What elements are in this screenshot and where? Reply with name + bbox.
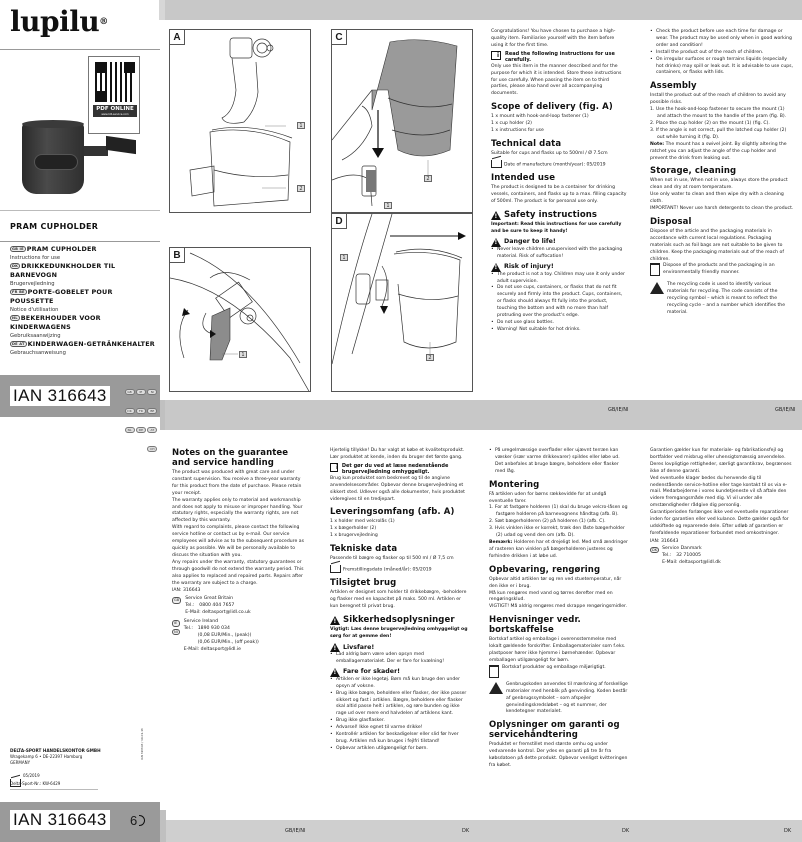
page-gb-1: Congratulations! You have chosen to purchase a high-quality item. Familiarise yourself with the item before using it for the first time. i Read the following instructions for use carefully. Only use this item in the manner described and for the purpose for which it is intended. Store these instructions for use carefully. When passing the item on to third parties, please also hand over all accompanying documents. Scope of delivery (fig. A) 1 x mount with hook-and-loop fastener (1) 1 x cup holder (2) 1 x instructions for use Technical data Suitable for cups and flasks up to 500ml / Ø 7.5cm Date of manufacture (month/year): 05/2019 Intended use The product is designed to be a container for drinking vessels, containers, and flasks up to a max. filling capacity of 500ml. The product is for personal use only. ! Safety instructions Important: Read this instructions for use carefully and be sure to keep it handy! ! Danger to life! • Never leave children unsupervised with the packaging material. Risk of suffocation! ! Risk of injury! • The product is not a toy. Children may use it only under adult supervision. • Do not use cups, containers, or flasks that do not fit securely and firmly into the product. Cups, containers, or flasks should always fit fully into the product, touching the bottom and with no more than half protruding over the product's edge. • Do not use glass bottles. • Warning! Not suitable for hot drinks. [491, 29, 627, 334]
cup-rim [22, 120, 84, 128]
warning-icon [491, 211, 501, 220]
divider [0, 49, 160, 50]
assembly-heading-dk: Montering [489, 479, 540, 490]
flag-ni-icon: NI [174, 629, 178, 634]
brand-logo: lupilu® [10, 5, 108, 38]
guarantee-heading-dk: Oplysninger om garanti og servicehåndtering [489, 720, 620, 741]
bin-disposal-icon [489, 665, 499, 678]
safety-heading: ! Safety instructions [491, 210, 627, 220]
warning-icon [491, 263, 501, 272]
page-footer-gb-3: GB/IE/NI [285, 828, 306, 834]
language-item-nl: NL BEKERHOUDER VOOR KINDERWAGENS Gebruiksaanwijzing [10, 314, 101, 339]
service-ireland: IE NI Service Ireland Tel.: 1890 930 034 (0,08 EUR/Min., (peak)) (0,06 EUR/Min., (off peak)) E-Mail: deltasport@lidl.ie [174, 619, 259, 652]
figure-d [331, 213, 473, 392]
factory-icon [491, 160, 502, 168]
danger-heading: ! Danger to life! [491, 238, 627, 247]
page-gb-3: Notes on the guarantee and service handling The product was produced with great care and under constant supervision. You receive a three-year warranty for this product from the date of purchase. Please retain your receipt. The warranty applies only to material and workmanship and does not apply to misuse or improper handling. Your statutory rights, especially the warranty rights, are not affected by this warranty. With regard to complaints, please contact the following service hotline or contact us by e-mail. Our service employees will advise as to the subsequent procedure as quickly as possible. We will be personally available to discuss the situation with you. Any repairs under the warranty, statutory guarantees or through goodwill do not extend the warranty period. This also applies to replaced and repaired parts. Repairs after the warranty are subject to a charge. IAN: 316643 GB Service Great Britain Tel.: 0800 404 7657 E-Mail: deltasport@lidl.co.uk IE NI Service Ireland Tel.: 1890 930 034 (0,08 EUR/Min., (peak)) (0,06 EUR/Min., (off peak)) E-Mail: deltasport@lidl.ie [172, 448, 308, 654]
language-item-dk: DK DRIKKEDUNKHOLDER TIL BARNEVOGN Brugervejledning [10, 262, 116, 287]
top-band [165, 0, 802, 20]
recycling-icon [489, 682, 503, 694]
page-footer-dk-3: DK [784, 828, 792, 834]
figure-b-label: B [170, 248, 185, 263]
figure-c [331, 29, 473, 213]
divider [0, 210, 160, 211]
storage-heading: Storage, cleaning [650, 166, 737, 177]
language-item-de: DE AT KINDERWAGEN-GETRÄNKEHALTER Gebrauchsanweisung [10, 340, 155, 356]
callout-2: 2 [297, 185, 305, 192]
company-name: DELTA-SPORT HANDELSKONTOR GMBH [10, 748, 101, 753]
ian-number: IAN 316643 [10, 386, 110, 406]
warning-icon [330, 668, 340, 677]
flag-fr-be-icon: FR BE [12, 289, 25, 294]
flag-dk-icon: DK [12, 263, 19, 268]
company-country: GERMANY [10, 760, 31, 765]
page-footer-gb-2: GB/IE/NI [775, 407, 796, 413]
language-item-fr: FR BE PORTE-GOBELET POUR POUSSETTE Notice d'utilisation [10, 288, 113, 313]
callout-1: 1 [239, 351, 247, 358]
assembly-heading: Assembly [650, 81, 697, 92]
back-cover [0, 430, 160, 842]
qr-url: www.lidl-service.com [93, 113, 137, 117]
guarantee-heading: Notes on the guarantee and service handling [172, 448, 289, 468]
callout-1: 1 [384, 202, 392, 209]
book-info-icon [491, 51, 501, 60]
recycling-icon [650, 282, 664, 294]
company-address: Wragekamp 6 • DE-22397 Hamburg [10, 754, 83, 759]
cup-strap [34, 154, 78, 170]
mid-band [165, 400, 802, 430]
flag-nl-icon: NL [12, 315, 18, 320]
dk-phone[interactable]: 32 710005 [676, 552, 701, 558]
warning-icon [330, 643, 340, 652]
page-footer-gb-1: GB/IE/NI [608, 407, 629, 413]
mount-illustration [170, 30, 311, 213]
disposal-heading: Disposal [650, 216, 692, 227]
language-list [10, 245, 155, 357]
callout-2: 2 [424, 175, 432, 182]
injury-heading-dk: ! Fare for skader! [330, 668, 470, 677]
page-footer-dk-1: DK [462, 828, 470, 834]
product-title: PRAM CUPHOLDER [10, 222, 99, 231]
ie-email[interactable]: E-Mail: deltasport@lidl.ie [183, 646, 241, 652]
page-mark: 6 [130, 813, 145, 828]
figure-a-label: A [170, 30, 185, 45]
adjust-angle-illustration [332, 214, 473, 392]
technical-data-heading-dk: Tekniske data [330, 544, 398, 555]
cup-mount [84, 146, 108, 156]
product-photo [20, 118, 150, 198]
factory-icon [330, 565, 341, 573]
language-item-gb: GB IE PRAM CUPHOLDER Instructions for use [10, 245, 97, 261]
gb-email[interactable]: E-Mail: deltasport@lidl.co.uk [185, 610, 251, 616]
figure-d-label: D [332, 214, 347, 229]
callout-2: 2 [426, 354, 434, 361]
gb-phone[interactable]: 0800 404 7657 [199, 603, 235, 609]
half-circle-icon [139, 815, 145, 826]
service-great-britain: GB Service Great Britain Tel.: 0800 404 7657 E-Mail: deltasport@lidl.co.uk [174, 596, 251, 616]
figure-a [169, 29, 311, 213]
page-dk-2: • På uregelmæssige overflader eller ujævnt terræn kan væsker (især varme drikkevarer) spildes eller løbe ud. Det anbefales at bruge bægre, beholdere eller flasker med låg. Montering Få artiklen uden for børns rækkevidde for at undgå eventuelle farer. 1. For at fastgøre holderen (1) skal du bruge velcro-låsen og fastgøre holderen på barnevognens håndtag (afb. B). 2. Sæt bægerholderen (2) på holderen (1) (afb. C). 3. Hvis vinklen ikke er korrekt, træk den låste bægerholder (2) udad og vend den om (afb. D). Bemærk: Holderen har et drejeligt led. Med små ændringer af rasteren kan vinklen på bægerholderen justeres og forhindre drikken i at løbe ud. Opbevaring, rengøring Opbevar altid artiklen tør og ren ved stuetemperatur, når den ikke er i brug. Må kun rengøres med vand og tørres derefter med en rengøringsklud. VIGTIGT! Må aldrig rengøres med skrappe rengøringsmidler. Henvisninger vedr. bortskaffelse Bortskaf artikel og emballage i overensstemmelse med lokalt gældende forskrifter. Emballagematerialer som f.eks. plastposer hører ikke hjemme i børnehænder. Opbevar emballagen utilgængeligt for børn. Bortskaf produkter og emballage miljørigtigt. Genbrugskoden anvendes til mærkning af forskellige materialer med henblik på genvinding. Koden består af genbrugssymbolet – som afspejler genvindingskredsløbet – og et nummer, der kendetegner materialet. Oplysninger om garanti og servicehåndtering Produktet er fremstillet med største omhu og under vedvarende kontrol. Der ydes en garanti på tre år fra købsdatoen på dette produkt. Opbevar venligst kvitteringen fra købet. [489, 448, 629, 770]
flag-gb-ie-icon: GB IE [12, 246, 24, 251]
cover-page [0, 0, 160, 451]
country-badges: GB IE NI DK FR BE NL DE AT CH [118, 378, 158, 454]
page-dk-3: Garantien gælder kun for materiale- og fabrikationsfejl og bortfalder ved misbrug eller uhensigtsmæssig anvendelse. Deres lovpligtige rettigheder, særligt garantikrav, begrænses ikke af denne garanti. Ved eventuelle klager bedes du henvende dig til nedenstående service-hotline eller tage kontakt til os via e-mail. Medarbejderne i vores kundetjeneste vil så aftale den videre fremgangsmåde med dig. Vi vil under alle omstændigheder rådgive dig personlig. Garantiperioden forlænges ikke ved eventuelle reparationer inden for garantien eller ved kulance. Dette gælder også for udskiftede og reparerede dele. Efter udløb af garantien er forefaldende reparationer forbundet med omkostninger. IAN: 316643 DK Service Danmark Tel.: 32 710005 E-Mail: deltasport@lidl.dk [650, 448, 794, 566]
qr-code-icon [95, 62, 135, 102]
warning-icon [330, 616, 340, 625]
figure-b [169, 247, 311, 392]
ian-number-bottom: IAN 316643 [10, 810, 110, 830]
injury-heading: ! Risk of injury! [491, 263, 627, 272]
service-danmark: DK Service Danmark Tel.: 32 710005 E-Mail: deltasport@lidl.dk [652, 545, 721, 565]
qr-label: PDF ONLINE [93, 105, 137, 113]
bottom-band [166, 820, 802, 842]
book-info-icon [330, 463, 338, 472]
attach-mount-illustration [170, 248, 311, 392]
page-footer-dk-2: DK [622, 828, 630, 834]
disposal-heading-dk: Henvisninger vedr. bortskaffelse [489, 615, 581, 636]
callout-1: 1 [340, 254, 348, 261]
flag-ie-icon: IE [172, 620, 180, 627]
flag-gb-icon: GB [174, 598, 180, 603]
callout-1: 1 [297, 122, 305, 129]
storage-heading-dk: Opbevaring, rengøring [489, 564, 601, 575]
page-gb-2: • Check the product before use each time for damage or wear. The product may be used only when in good working order and condition! • Install the product out of the reach of children. • On irregular surfaces or rough terrains liquids (especially hot drinks) may spill or leak out. It is advisable to use cups, containers, or flasks with lids. Assembly Install the product out of the reach of children to avoid any possible risks. 1. Use the hook-and-loop fastener to secure the mount (1) and attach the mount to the handle of the pram (fig. B). 2. Place the cup holder (2) on the mount (1) (fig. C). 3. If the angle is not correct, pull the latched cup holder (2) out while turning it (fig. D). Note: The mount has a swivel joint. By slightly altering the ratchet you can adjust the angle of the cup holder and prevent the drink from leaking out. Storage, cleaning When not in use, When not in use, always store the product clean and dry at room temperature. Use only water to clean and then wipe dry with a cleaning cloth. IMPORTANT! Never use harsh detergents to clean the product. Disposal Dispose of the article and the packaging materials in accordance with current local regulations. Packaging materials such as foil bags are not suitable to be given to children. Keep the packaging materials out of the reach of children. Dispose of the products and the packaging in an environmentally friendly manner. The recycling code is used to identify various materials for recycling. The code consists of the recycling symbol – which is meant to reflect the recycling cycle – and a number which identifies the material. [650, 29, 794, 317]
technical-data-heading: Technical data [491, 138, 562, 149]
divider [0, 241, 160, 242]
side-code: IAN 316643 / 19-01-16 [140, 728, 144, 760]
page-dk-1: Hjertelig tillykke! Du har valgt at købe et kvalitetsprodukt. Lær produktet at kende, inden du bruger det første gang. i Det gør du ved at læse nedenstående brugervejledning omhyggeligt. Brug kun produktet som beskrevet og til de angivne anvendelsesområder. Opbevar denne brugervejledning et sikkert sted. Udlever også alle dokumenter, hvis produktet videregives til en tredjepart. Leveringsomfang (afb. A) 1 x holder med velcrolås (1) 1 x bægerholder (2) 1 x brugervejledning Tekniske data Passende til bægre og flasker op til 500 ml / Ø 7,5 cm Fremstillingsdato (måned/år): 05/2019 Tilsigtet brug Artiklen er designet som holder til drikkebægre, -beholdere og flasker med en kapacitet på maks. 500 ml. Artiklen er kun beregnet til privat brug. ! Sikkerhedsoplysninger Vigtigt: Læs denne brugervejledning omhyggeligt og sørg for at gemme den! ! Livsfare! • Lad aldrig børn være uden opsyn med emballagematerialet. Der er fare for kvælning! ! Fare for skader! • Artiklen er ikke legetøj. Børn må kun bruge den under opsyn af voksne. • Brug ikke bægre, beholdere eller flasker, der ikke passer sikkert og fast i artiklen. Bægre, beholdere eller flasker skal altid passe helt i artiklen, og røre bunden og ikke rage ud over mere end halvdelen af artiklens kant. • Brug ikke glasflasker. • Advarsel! Ikke egnet til varme drikke! • Kontrollér artiklen for beskadigelser eller slid før hver brug. Artiklen må kun bruges i fejlfri tilstand! • Opbevar artiklen utilgængeligt for børn. [330, 448, 470, 753]
place-cupholder-illustration [332, 30, 473, 213]
read-instructions-heading-dk: i Det gør du ved at læse nedenstående brugervejledning omhyggeligt. [330, 463, 470, 476]
cup-clamp [106, 136, 136, 154]
flag-dk-icon: DK [652, 547, 658, 552]
danger-heading-dk: ! Livsfare! [330, 643, 470, 652]
ie-phone[interactable]: 1890 930 034 [197, 625, 230, 631]
bin-disposal-icon [650, 263, 660, 276]
scope-heading-dk: Leveringsomfang (afb. A) [330, 507, 455, 518]
figure-c-label: C [332, 30, 347, 45]
flag-de-at-icon: DE AT [12, 341, 25, 346]
model-number: Delta-Sport-Nr.: KW-6429 [10, 781, 61, 786]
safety-heading-dk: ! Sikkerhedsoplysninger [330, 615, 470, 625]
dk-email[interactable]: E-Mail: deltasport@lidl.dk [662, 559, 721, 565]
intended-use-heading-dk: Tilsigtet brug [330, 578, 397, 589]
scope-heading: Scope of delivery (fig. A) [491, 102, 613, 113]
date-of-manufacture: 05/2019 [23, 773, 40, 778]
warning-icon [491, 238, 501, 247]
divider [10, 789, 98, 790]
read-instructions-heading: i Read the following instructions for use carefully. [491, 51, 627, 64]
intended-use-heading: Intended use [491, 173, 556, 184]
